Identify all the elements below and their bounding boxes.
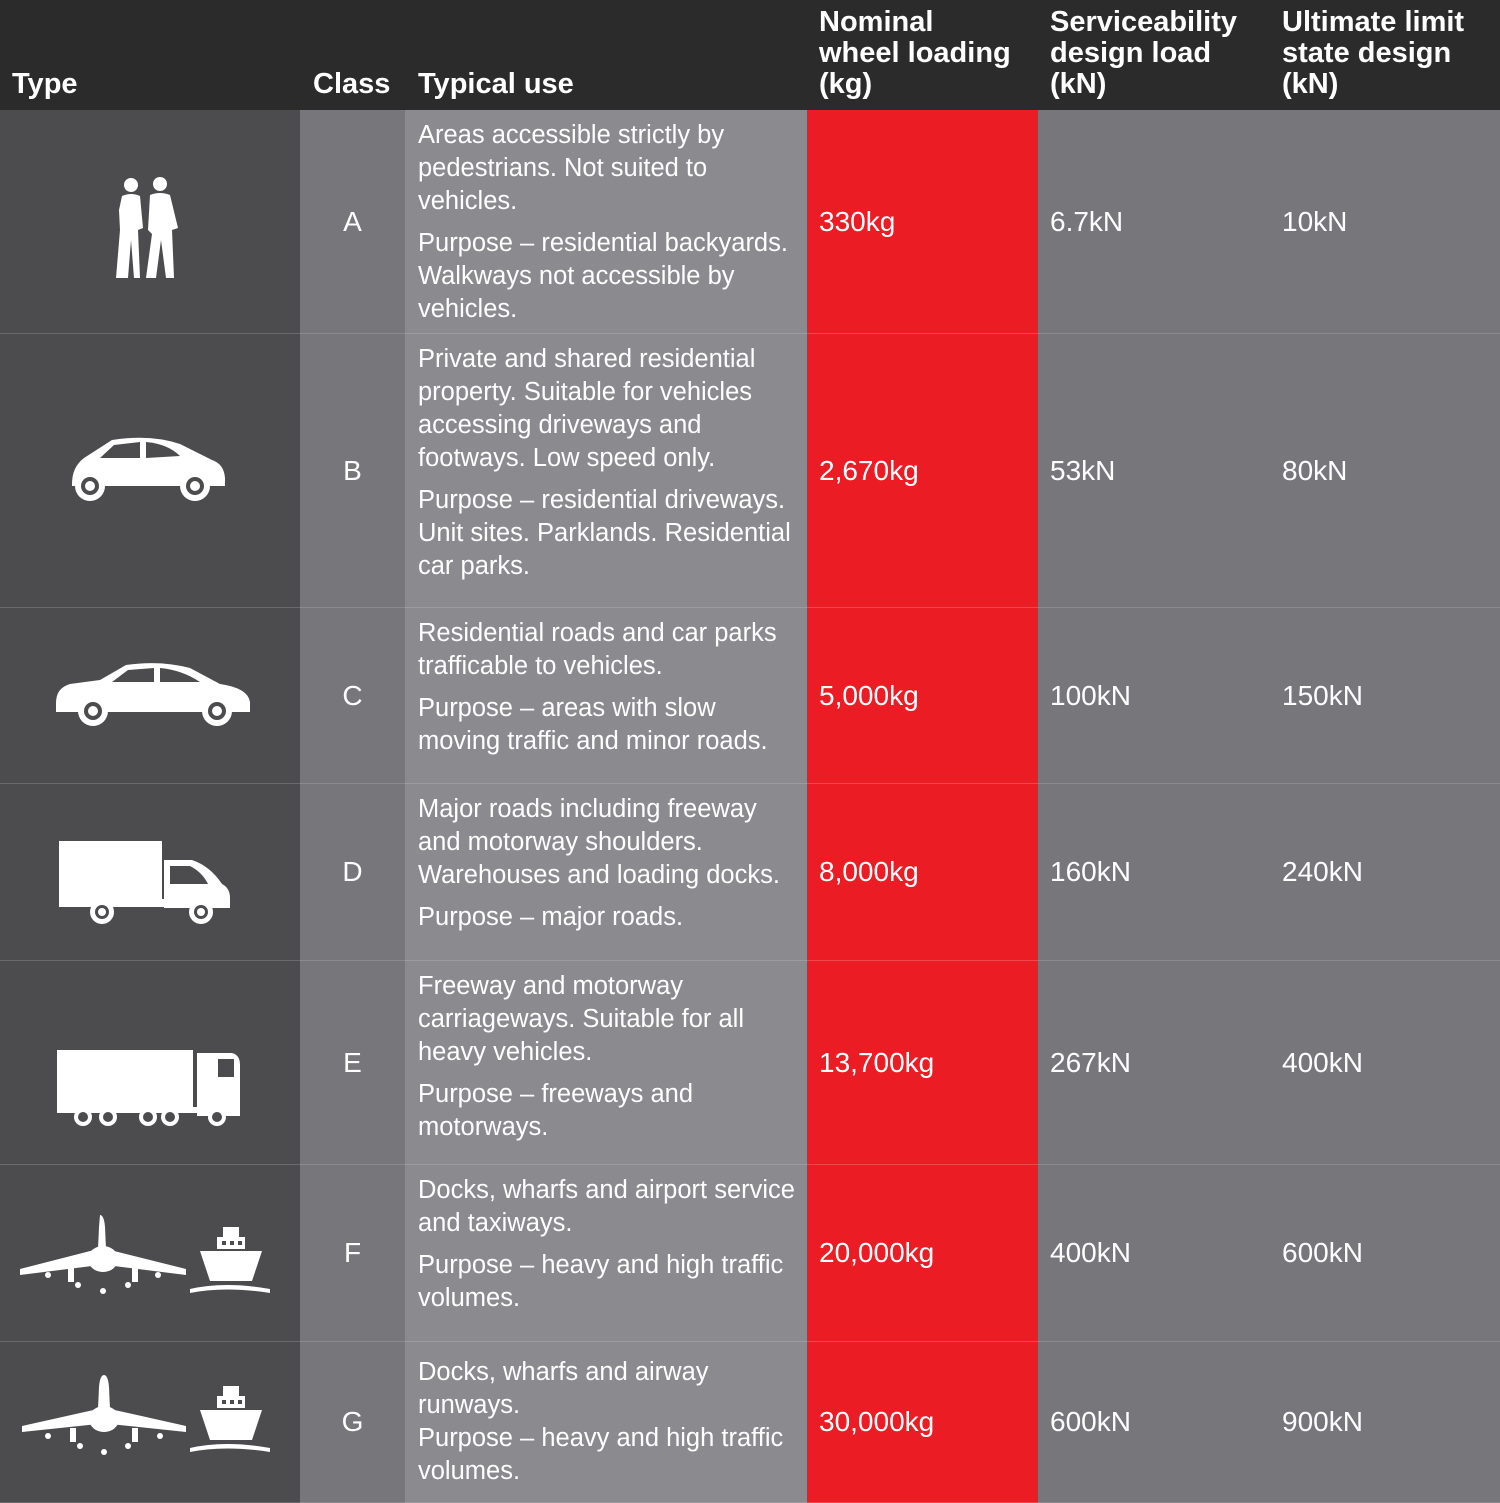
header-type: Type (12, 68, 78, 100)
ultimate-limit-cell: 80kN (1269, 334, 1500, 608)
header-class: Class (313, 68, 391, 100)
ultimate-limit-cell: 150kN (1269, 608, 1500, 784)
typical-use-cell (405, 961, 807, 1165)
typical-use-cell (405, 1342, 807, 1503)
class-cell: F (300, 1165, 405, 1342)
ultimate-limit-cell: 900kN (1269, 1342, 1500, 1503)
table-row (0, 1342, 1500, 1503)
table-row (0, 784, 1500, 961)
table-row (0, 334, 1500, 608)
use-purpose: Purpose – major roads. (418, 903, 684, 931)
type-cell (0, 961, 300, 1165)
use-description: Freeway and motorway carriageways. Suitable for all heavy vehicles. (418, 972, 744, 1066)
use-purpose: Purpose – freeways and motorways. (418, 1080, 693, 1141)
hatchback-car-icon (0, 334, 300, 608)
header-ultimate-limit-state-design: Ultimate limit state design (kN) (1282, 6, 1465, 100)
use-description: Residential roads and car parks trafficable to vehicles. (418, 619, 777, 680)
header-typical-use: Typical use (418, 68, 574, 100)
airplane-and-ship-icon (0, 1165, 300, 1342)
nominal-wheel-loading-cell: 2,670kg (807, 334, 1038, 608)
table-row (0, 1165, 1500, 1342)
table-header (0, 0, 1500, 110)
class-cell: E (300, 961, 405, 1165)
ultimate-limit-cell: 400kN (1269, 961, 1500, 1165)
serviceability-cell: 267kN (1038, 961, 1269, 1165)
table-row (0, 608, 1500, 784)
serviceability-cell: 400kN (1038, 1165, 1269, 1342)
ultimate-limit-cell: 600kN (1269, 1165, 1500, 1342)
type-cell (0, 110, 300, 334)
ultimate-limit-cell: 240kN (1269, 784, 1500, 961)
serviceability-cell: 53kN (1038, 334, 1269, 608)
nominal-wheel-loading-cell: 5,000kg (807, 608, 1038, 784)
type-cell (0, 1342, 300, 1503)
use-purpose: Purpose – heavy and high traffic volumes. (418, 1424, 784, 1485)
class-cell: G (300, 1342, 405, 1503)
use-purpose: Purpose – heavy and high traffic volumes. (418, 1251, 784, 1312)
nominal-wheel-loading-cell: 330kg (807, 110, 1038, 334)
typical-use-cell (405, 110, 807, 334)
table-row (0, 961, 1500, 1165)
type-cell (0, 334, 300, 608)
use-description: Areas accessible strictly by pedestrians. Not suited to vehicles. (418, 121, 725, 215)
typical-use-cell (405, 334, 807, 608)
serviceability-cell: 100kN (1038, 608, 1269, 784)
class-cell: C (300, 608, 405, 784)
use-description: Docks, wharfs and airport service and taxiways. (418, 1176, 795, 1237)
serviceability-cell: 160kN (1038, 784, 1269, 961)
class-cell: B (300, 334, 405, 608)
header-nominal-wheel-loading: Nominal wheel loading (kg) (819, 6, 1011, 100)
class-cell: A (300, 110, 405, 334)
nominal-wheel-loading-cell: 13,700kg (807, 961, 1038, 1165)
use-description: Docks, wharfs and airway runways. (418, 1358, 709, 1419)
box-truck-icon (0, 784, 300, 961)
airplane-and-ship-icon (0, 1342, 300, 1503)
sedan-car-icon (0, 608, 300, 784)
typical-use-cell (405, 1165, 807, 1342)
serviceability-cell: 6.7kN (1038, 110, 1269, 334)
semi-trailer-truck-icon (0, 961, 300, 1165)
table-row (0, 110, 1500, 334)
header-serviceability-design-load: Serviceability design load (kN) (1050, 6, 1237, 100)
use-purpose: Purpose – areas with slow moving traffic and minor roads. (418, 694, 768, 755)
serviceability-cell: 600kN (1038, 1342, 1269, 1503)
typical-use-cell (405, 784, 807, 961)
type-cell (0, 1165, 300, 1342)
use-description: Private and shared residential property. Suitable for vehicles accessing driveways and footways. Low speed only. (418, 345, 756, 472)
typical-use-cell (405, 608, 807, 784)
use-description: Major roads including freeway and motorway shoulders. Warehouses and loading docks. (418, 795, 780, 889)
ultimate-limit-cell: 10kN (1269, 110, 1500, 334)
nominal-wheel-loading-cell: 30,000kg (807, 1342, 1038, 1503)
use-purpose: Purpose – residential backyards. Walkways not accessible by vehicles. (418, 229, 788, 323)
nominal-wheel-loading-cell: 8,000kg (807, 784, 1038, 961)
nominal-wheel-loading-cell: 20,000kg (807, 1165, 1038, 1342)
class-cell: D (300, 784, 405, 961)
type-cell (0, 608, 300, 784)
pedestrians-icon (0, 110, 300, 334)
type-cell (0, 784, 300, 961)
use-purpose: Purpose – residential driveways. Unit sites. Parklands. Residential car parks. (418, 486, 791, 580)
